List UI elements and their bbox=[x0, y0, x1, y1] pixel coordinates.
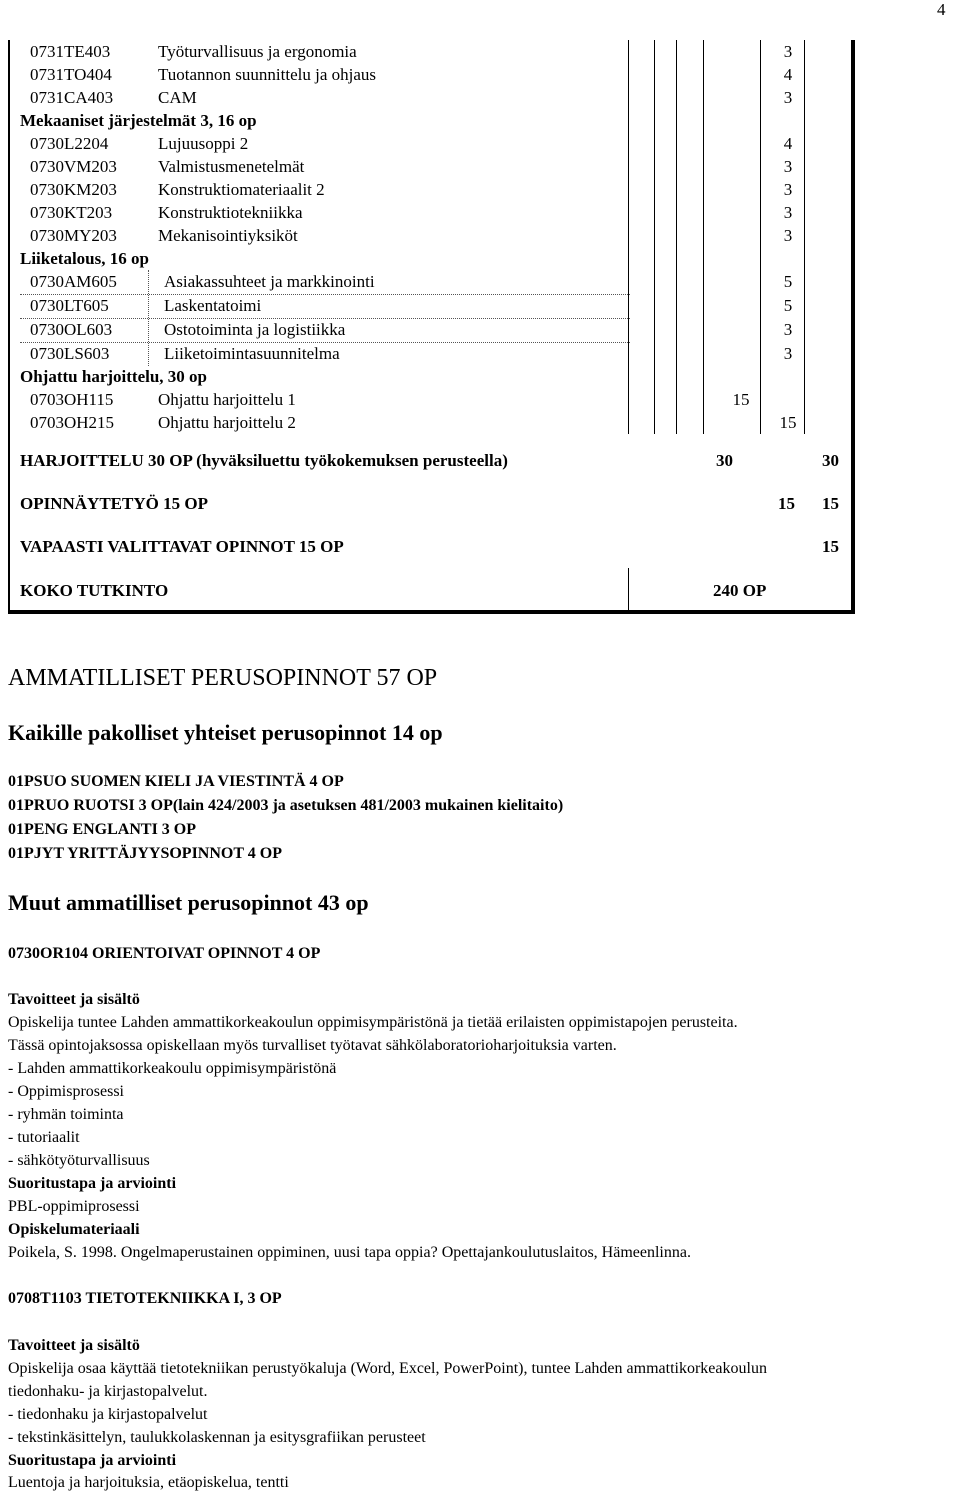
course-credits: 5 bbox=[783, 296, 793, 315]
course-credits: 3 bbox=[783, 344, 793, 363]
field-label: Tavoitteet ja sisältö bbox=[8, 991, 140, 1008]
course-code: 0731TE403 bbox=[30, 42, 111, 61]
course-text-line: Opiskelija osaa käyttää tietotekniikan perustyökaluja (Word, Excel, PowerPoint), tuntee Lahden ammattikorkeakoulun bbox=[8, 1360, 767, 1377]
course-name: Tuotannon suunnittelu ja ohjaus bbox=[158, 65, 377, 84]
course-credits: 4 bbox=[783, 134, 793, 153]
course-text-line: - sähkötyöturvallisuus bbox=[8, 1152, 150, 1169]
table-row bbox=[0, 178, 960, 201]
course-text-line: - tekstinkäsittelyn, taulukkolaskennan ja esitysgrafiikan perusteet bbox=[8, 1429, 426, 1446]
group-header bbox=[0, 109, 960, 132]
course-title: 0708T1103 TIETOTEKNIIKKA I, 3 OP bbox=[8, 1290, 282, 1307]
table-row bbox=[0, 270, 960, 293]
course-text-line: - Oppimisprosessi bbox=[8, 1083, 124, 1100]
course-name: Laskentatoimi bbox=[164, 296, 262, 315]
summary-label: HARJOITTELU 30 OP (hyväksiluettu työkokemuksen perusteella) bbox=[20, 451, 508, 470]
table-row bbox=[0, 342, 960, 365]
course-credits: 3 bbox=[783, 157, 793, 176]
col-line bbox=[628, 568, 629, 610]
table-bottom-border bbox=[8, 610, 855, 614]
summary-value: 15 bbox=[822, 537, 839, 556]
course-credits: 3 bbox=[783, 180, 793, 199]
course-text-line: - ryhmän toiminta bbox=[8, 1106, 124, 1123]
course-code: 0731TO404 bbox=[30, 65, 112, 84]
group-title: Mekaaniset järjestelmät 3, 16 op bbox=[20, 111, 257, 130]
course-name: Ostotoiminta ja logistiikka bbox=[164, 320, 346, 339]
common-study-item: 01PSUO SUOMEN KIELI JA VIESTINTÄ 4 OP bbox=[8, 773, 344, 790]
table-row bbox=[0, 63, 960, 86]
group-header bbox=[0, 365, 960, 388]
page-number: 4 bbox=[937, 0, 946, 19]
group-title: Ohjattu harjoittelu, 30 op bbox=[20, 367, 207, 386]
table-row bbox=[0, 388, 960, 411]
summary-value: 15 bbox=[822, 494, 839, 513]
group-title: Liiketalous, 16 op bbox=[20, 249, 149, 268]
course-code: 0731CA403 bbox=[30, 88, 114, 107]
course-name: Asiakassuhteet ja markkinointi bbox=[164, 272, 375, 291]
summary-value: 30 bbox=[716, 451, 733, 470]
common-study-item: 01PRUO RUOTSI 3 OP(lain 424/2003 ja asetuksen 481/2003 mukainen kielitaito) bbox=[8, 797, 564, 814]
course-code: 0730VM203 bbox=[30, 157, 117, 176]
course-text-line: PBL-oppimiprosessi bbox=[8, 1198, 140, 1215]
course-name: Työturvallisuus ja ergonomia bbox=[158, 42, 357, 61]
course-code: 0730AM605 bbox=[30, 272, 117, 291]
course-text-line: Tässä opintojaksossa opiskellaan myös turvalliset työtavat sähkölaboratorioharjoituksia varten. bbox=[8, 1037, 617, 1054]
summary-value: 240 OP bbox=[713, 581, 767, 600]
table-row bbox=[0, 224, 960, 247]
course-credits: 4 bbox=[783, 65, 793, 84]
course-credits: 3 bbox=[783, 203, 793, 222]
course-credits: 3 bbox=[783, 226, 793, 245]
table-row bbox=[0, 86, 960, 109]
course-code: 0730MY203 bbox=[30, 226, 117, 245]
course-credits: 15 bbox=[779, 413, 797, 432]
summary-value: 15 bbox=[778, 494, 795, 513]
common-study-item: 01PJYT YRITTÄJYYSOPINNOT 4 OP bbox=[8, 845, 282, 862]
table-row bbox=[0, 155, 960, 178]
course-name: Mekanisointiyksiköt bbox=[158, 226, 298, 245]
course-credits: 5 bbox=[783, 272, 793, 291]
summary-value: 30 bbox=[822, 451, 839, 470]
table-row bbox=[0, 294, 960, 317]
summary-label: OPINNÄYTETYÖ 15 OP bbox=[20, 494, 208, 513]
course-code: 0730OL603 bbox=[30, 320, 113, 339]
course-name: Lujuusoppi 2 bbox=[158, 134, 249, 153]
course-text-line: - Lahden ammattikorkeakoulu oppimisympäristönä bbox=[8, 1060, 337, 1077]
field-label: Suoritustapa ja arviointi bbox=[8, 1175, 177, 1192]
course-name: Ohjattu harjoittelu 2 bbox=[158, 413, 296, 432]
subsection-heading: Kaikille pakolliset yhteiset perusopinnot 14 op bbox=[8, 720, 443, 745]
course-code: 0730LS603 bbox=[30, 344, 110, 363]
course-text-line: - tiedonhaku ja kirjastopalvelut bbox=[8, 1406, 208, 1423]
course-text-line: Poikela, S. 1998. Ongelmaperustainen oppiminen, uusi tapa oppia? Opettajankoulutuslaitos, Hämeenlinna. bbox=[8, 1244, 691, 1261]
course-name: Konstruktiomateriaalit 2 bbox=[158, 180, 325, 199]
course-text-line: tiedonhaku- ja kirjastopalvelut. bbox=[8, 1383, 208, 1400]
group-header bbox=[0, 247, 960, 270]
table-row bbox=[0, 318, 960, 341]
course-credits: 15 bbox=[732, 390, 750, 409]
course-code: 0703OH115 bbox=[30, 390, 114, 409]
common-study-item: 01PENG ENGLANTI 3 OP bbox=[8, 821, 197, 838]
summary-label: KOKO TUTKINTO bbox=[20, 581, 169, 600]
course-code: 0730KT203 bbox=[30, 203, 113, 222]
course-credits: 3 bbox=[783, 88, 793, 107]
subsection-heading: Muut ammatilliset perusopinnot 43 op bbox=[8, 890, 369, 915]
course-name: Ohjattu harjoittelu 1 bbox=[158, 390, 296, 409]
curriculum-table bbox=[0, 0, 960, 620]
course-code: 0730LT605 bbox=[30, 296, 109, 315]
course-credits: 3 bbox=[783, 42, 793, 61]
field-label: Opiskelumateriaali bbox=[8, 1221, 140, 1238]
course-name: Valmistusmenetelmät bbox=[158, 157, 305, 176]
course-code: 0730KM203 bbox=[30, 180, 117, 199]
course-text-line: Opiskelija tuntee Lahden ammattikorkeakoulun oppimisympäristönä ja tietää erilaisten oppimistapojen perusteita. bbox=[8, 1014, 738, 1031]
field-label: Suoritustapa ja arviointi bbox=[8, 1452, 177, 1469]
course-name: Liiketoimintasuunnitelma bbox=[164, 344, 340, 363]
course-text-line: Luentoja ja harjoituksia, etäopiskelua, tentti bbox=[8, 1474, 289, 1491]
table-row bbox=[0, 411, 960, 434]
course-code: 0703OH215 bbox=[30, 413, 115, 432]
course-name: Konstruktiotekniikka bbox=[158, 203, 303, 222]
course-credits: 3 bbox=[783, 320, 793, 339]
field-label: Tavoitteet ja sisältö bbox=[8, 1337, 140, 1354]
section-heading: AMMATILLISET PERUSOPINNOT 57 OP bbox=[8, 665, 438, 691]
course-code: 0730L2204 bbox=[30, 134, 109, 153]
course-title: 0730OR104 ORIENTOIVAT OPINNOT 4 OP bbox=[8, 945, 321, 962]
course-text-line: - tutoriaalit bbox=[8, 1129, 80, 1146]
table-row bbox=[0, 40, 960, 63]
table-row bbox=[0, 132, 960, 155]
table-row bbox=[0, 201, 960, 224]
course-name: CAM bbox=[158, 88, 197, 107]
summary-label: VAPAASTI VALITTAVAT OPINNOT 15 OP bbox=[20, 537, 344, 556]
